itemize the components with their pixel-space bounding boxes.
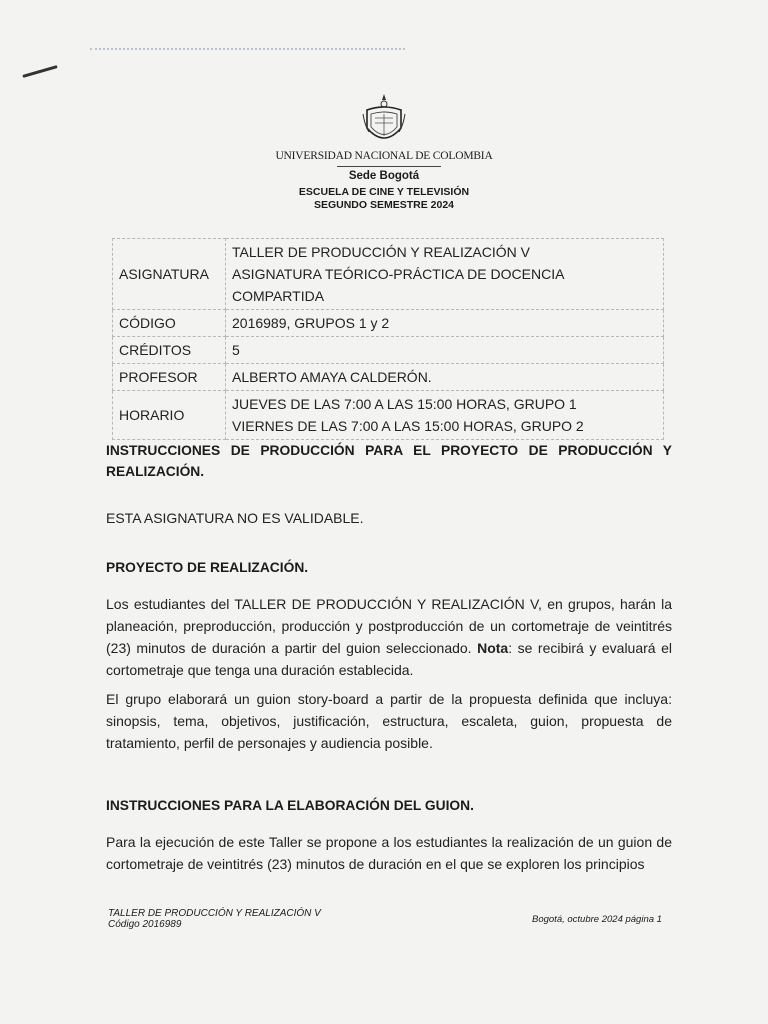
horario-line-2: VIERNES DE LAS 7:00 A LAS 15:00 HORAS, GRUPO 2: [232, 418, 584, 434]
university-crest-icon: [361, 92, 407, 150]
sede-label: Sede Bogotá: [348, 170, 420, 182]
table-row-codigo: [113, 310, 664, 337]
guion-title: INSTRUCCIONES PARA LA ELABORACIÓN DEL GUION.: [106, 798, 474, 813]
paragraph-project: [106, 593, 672, 681]
scan-edge-marks: [90, 48, 405, 52]
table-row-horario: [113, 391, 664, 440]
asignatura-line-2: ASIGNATURA TEÓRICO-PRÁCTICA DE DOCENCIA COMPARTIDA: [232, 266, 564, 304]
codigo-label: CÓDIGO: [113, 310, 226, 337]
paragraph-project-part-1: Los estudiantes del TALLER DE PRODUCCIÓN Y REALIZACIÓN V, en grupos, harán la planeación, preproducción, producción y postproducción de un cortometraje de veintitrés (23) minutos de duración a partir del guion seleccionado.: [106, 596, 672, 656]
profesor-value: ALBERTO AMAYA CALDERÓN.: [226, 364, 664, 391]
creditos-label: CRÉDITOS: [113, 337, 226, 364]
footer-course-name: TALLER DE PRODUCCIÓN Y REALIZACIÓN V: [108, 908, 321, 919]
table-row-asignatura: [113, 239, 664, 310]
paragraph-project-part-2: : se recibirá y evaluará el cortometraje que tenga una duración establecida.: [106, 640, 672, 678]
asignatura-label: ASIGNATURA: [113, 239, 226, 310]
paragraph-guion: Para la ejecución de este Taller se propone a los estudiantes la realización de un guion de cortometraje de veintitrés (23) minutos de duración en el que se exploren los principios: [106, 834, 672, 872]
school-label: ESCUELA DE CINE Y TELEVISIÓN: [298, 186, 470, 198]
note-label: Nota: [477, 640, 509, 656]
asignatura-value: [226, 239, 664, 310]
university-rule: [337, 166, 441, 167]
horario-line-1: JUEVES DE LAS 7:00 A LAS 15:00 HORAS, GRUPO 1: [232, 396, 577, 412]
project-title: PROYECTO DE REALIZACIÓN.: [106, 560, 309, 575]
footer-course: [108, 908, 321, 930]
horario-label: HORARIO: [113, 391, 226, 440]
not-validable-text: ESTA ASIGNATURA NO ES VALIDABLE.: [106, 510, 364, 526]
footer-date-page: Bogotá, octubre 2024 página 1: [532, 914, 662, 925]
course-info-table: [112, 238, 664, 440]
paragraph-storyboard: El grupo elaborará un guion story-board a partir de la propuesta definida que incluya: sinopsis, tema, objetivos, justificación, estructura, escaleta, guion, propuesta de tratamiento, perfil de personajes y audiencia posible.: [106, 691, 672, 751]
horario-value: [226, 391, 664, 440]
header-crest: [0, 92, 768, 150]
semester-label: SEGUNDO SEMESTRE 2024: [313, 199, 455, 211]
footer-course-code: Código 2016989: [108, 919, 182, 930]
asignatura-line-1: TALLER DE PRODUCCIÓN Y REALIZACIÓN V: [232, 244, 530, 260]
instructions-title: INSTRUCCIONES DE PRODUCCIÓN PARA EL PROYECTO DE PRODUCCIÓN Y REALIZACIÓN.: [106, 443, 672, 479]
profesor-label: PROFESOR: [113, 364, 226, 391]
pen-mark: [22, 65, 57, 78]
codigo-value: 2016989, GRUPOS 1 y 2: [226, 310, 664, 337]
creditos-value: 5: [226, 337, 664, 364]
university-name: UNIVERSIDAD NACIONAL DE COLOMBIA: [275, 150, 493, 162]
table-row-profesor: [113, 364, 664, 391]
table-row-creditos: [113, 337, 664, 364]
